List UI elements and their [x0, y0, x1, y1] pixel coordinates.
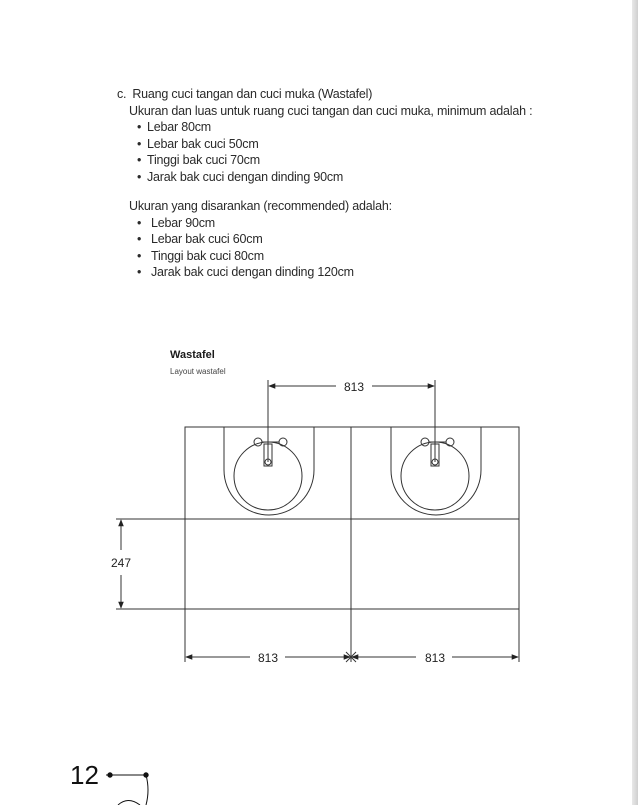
figure-subtitle: Layout wastafel [170, 367, 226, 376]
recommended-intro: Ukuran yang disarankan (recommended) adalah: [129, 199, 392, 213]
page-number-connector [106, 773, 148, 805]
section-title: Ruang cuci tangan dan cuci muka (Wastafel) [132, 87, 373, 101]
dim-bottom-right-label: 813 [424, 651, 446, 665]
page-number: 12 [70, 760, 99, 790]
left-basin [224, 427, 314, 515]
list-item: • Jarak bak cuci dengan dinding 90cm [147, 169, 597, 186]
list-item: • Tinggi bak cuci 80cm [151, 248, 597, 265]
list-item: • Jarak bak cuci dengan dinding 120cm [151, 264, 597, 281]
right-basin [391, 427, 481, 515]
dim-top-label: 813 [343, 380, 365, 394]
list-item: • Tinggi bak cuci 70cm [147, 152, 597, 169]
list-item: • Lebar 80cm [147, 119, 597, 136]
bottom-dimension [185, 609, 519, 662]
dim-bottom-left-label: 813 [257, 651, 279, 665]
list-item: • Lebar bak cuci 60cm [151, 231, 597, 248]
dim-left-label: 247 [110, 556, 132, 570]
figure-title: Wastafel [170, 349, 215, 361]
section-marker: c. [117, 87, 127, 101]
counter-outline [185, 427, 519, 609]
list-item: • Lebar bak cuci 50cm [147, 136, 597, 153]
list-item: • Lebar 90cm [151, 215, 597, 232]
minimum-intro: Ukuran dan luas untuk ruang cuci tangan dan cuci muka, minimum adalah : [129, 103, 533, 118]
